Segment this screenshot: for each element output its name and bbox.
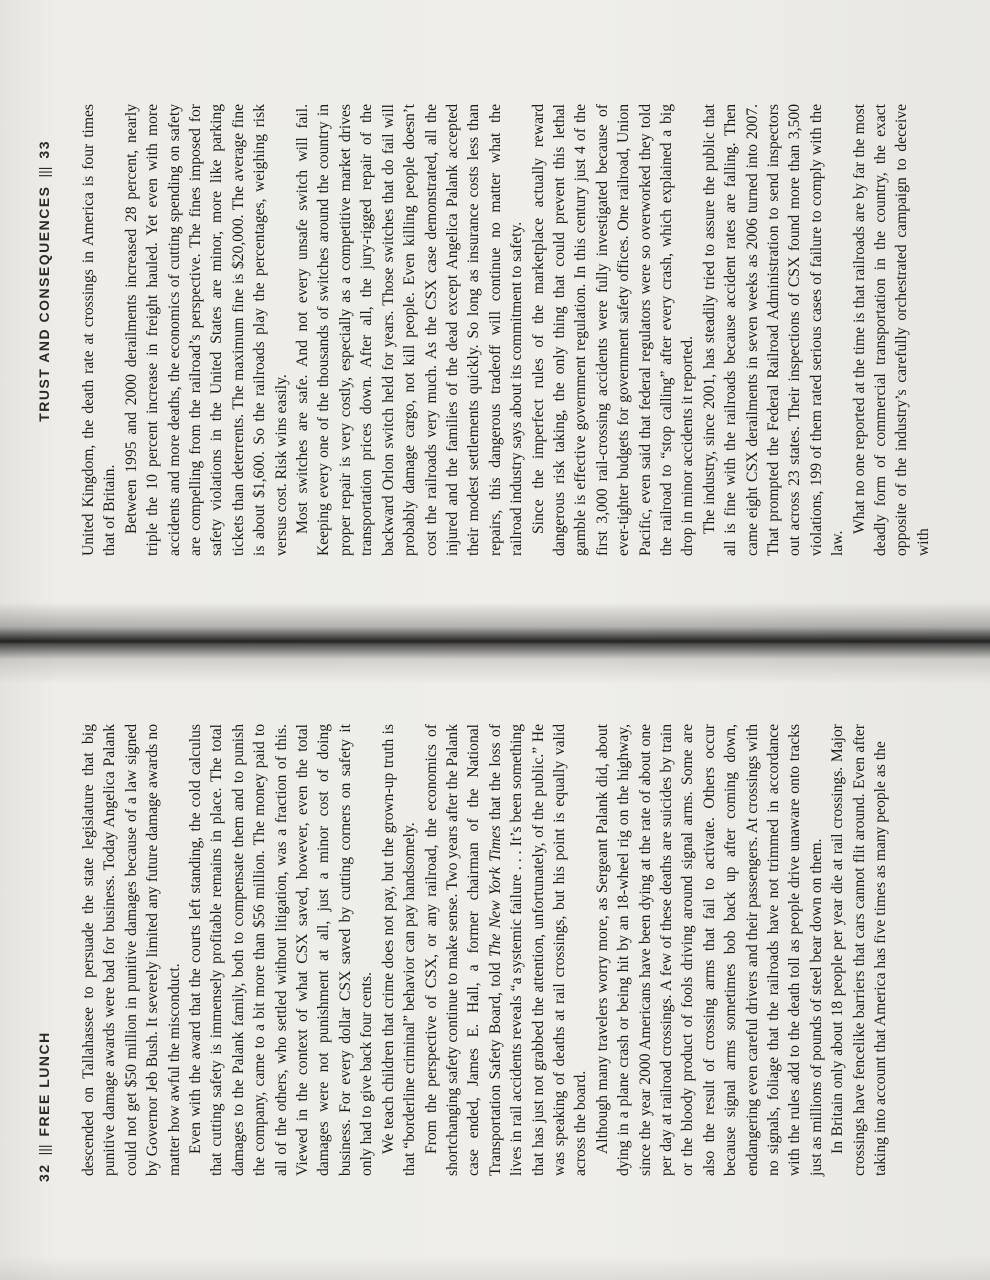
left-folio: 32 [36,1163,52,1182]
paragraph: The industry, since 2001, has steadily tried to assure the public that all is fine with the railroads because accident rates are falling. Then came eight CSX derailments in seven weeks as 2006 turned into 2007. That prompted the Federal Railroad Administration to send inspectors out across 23 states. Their inspections of CSX found more than 3,500 violations, 199 of them rated serious cases of failure to comply with the law. [700,104,847,556]
paragraph: descended on Tallahassee to persuade the state legislature that big punitive damage awards were bad for business. Today Angelica Palank could not get $50 million in punitive damages because of a law signed by Governor Jeb Bush. It severely limited any future damage awards no matter how awful the misconduct. [80,724,183,1176]
paragraph: Although many travelers worry more, as Sergeant Palank did, about dying in a plane crash or being hit by an 18-wheel rig on the highway, since the year 2000 Americans have been dying at the rate of about one per day at railroad crossings. A few of these deaths are suicides by train or the bloody product of fools driving around signal arms. Some are also the result of crossing arms that fail to activate. Others occur because signal arms sometimes bob back up after coming down, endangering even careful drivers and their passengers. At crossings with no signals, foliage that the railroads have not trimmed in accordance with the rules add to the death toll as people drive unaware onto tracks just as millions of pounds of steel bear down on them. [593,724,825,1176]
right-running-head [36,140,52,422]
page-edge-shadow [0,1256,990,1280]
paragraph: United Kingdom, the death rate at crossings in America is four times that of Britain. [80,104,119,556]
publication-title: The New York Times [486,825,504,958]
paragraph: We teach children that crime does not pay, but the grown-up truth is that “borderline criminal” behavior can pay handsomely. [379,724,419,1176]
paragraph-lead: From the perspective of CSX, or any railroad, the economics of shortchanging safety continue to make sense. Two years after the Palank case ended, James E. Hall, a former chairman of the National Transportation Safety Board, told [422,724,504,1176]
paragraph: Most switches are safe. And not every unsafe switch will fail. Keeping every one of the thousands of switches around the country in proper repair is very costly, especially as a competitive market drives transportation prices down. After all, the jury-rigged repair of the backward Orlon switch held for years. Those switches that do fail will probably damage cargo, not kill people. Even killing people doesn’t cost the railroads very much. As the CSX case demonstrated, all the injured and the families of the dead except Angelica Palank accepted their modest settlements quickly. So long as insurance costs less than repairs, this dangerous tradeoff will continue no matter what the railroad industry says about its commitment to safety. [294,104,526,556]
right-running-title: TRUST AND CONSEQUENCES [36,185,52,422]
paragraph-tail: that the loss of lives in rail accidents reveals “a systemic failure . . . It’s been something that has just not grabbed the attention, unfortunately, of the public.” He was speaking of deaths at rail crossings, but his point is equally valid across the board. [486,723,590,1176]
right-folio: 33 [36,140,52,159]
left-running-title: FREE LUNCH [36,1031,52,1137]
paragraph: Even with the award that the courts left standing, the cold calculus that cutting safety is immensely profitable remains in place. The total damages to the Palank family, both to compensate them and to punish the company, came to a bit more than $56 million. The money paid to all of the others, who settled without litigation, was a fraction of this. Viewed in the context of what CSX saved, however, even the total damages were not punishment at all, just a minor cost of doing business. For every dollar CSX saved by cutting corners on safety it only had to give back four cents. [187,724,376,1176]
paragraph: Between 1995 and 2000 derailments increased 28 percent, nearly triple the 10 percent increase in freight hauled. Yet even with more accidents and more deaths, the economics of cutting spending on safety are compelling from the railroad’s perspective. The fines imposed for safety violations in the United States are minor, more like parking tickets than deterrents. The maximum fine is $20,000. The average fine is about $1,600. So the railroads play the percentages, weighing risk versus cost. Risk wins easily. [122,104,290,556]
paragraph: Since the imperfect rules of the marketplace actually reward dangerous risk taking, the only thing that could prevent this lethal gamble is effective government regulation. In this century just 4 of the first 3,000 rail-crossing accidents were fully investigated because of ever-tighter budgets for government safety offices. One railroad, Union Pacific, even said that federal regulators were so overworked they told the railroad to “stop calling” after every crash, which explained a big drop in minor accidents it reported. [529,104,697,556]
left-head-separator: ||| [36,1144,52,1156]
paragraph-with-citation [421,724,592,1176]
paragraph: In Britain only about 18 people per year die at rail crossings. Major crossings have fencelike barriers that cars cannot flit around. Even after taking into account that America has five times as many people as the [829,724,890,1176]
left-page [0,640,990,1280]
right-body-text [78,104,934,556]
right-head-separator: ||| [36,166,52,178]
paragraph: What no one reported at the time is that railroads are by far the most deadly form of commercial transportation in the country, the exact opposite of the industry’s carefully orchestrated campaign to deceive with [850,104,932,556]
left-running-head [36,1031,52,1182]
left-body-text [78,724,891,1176]
